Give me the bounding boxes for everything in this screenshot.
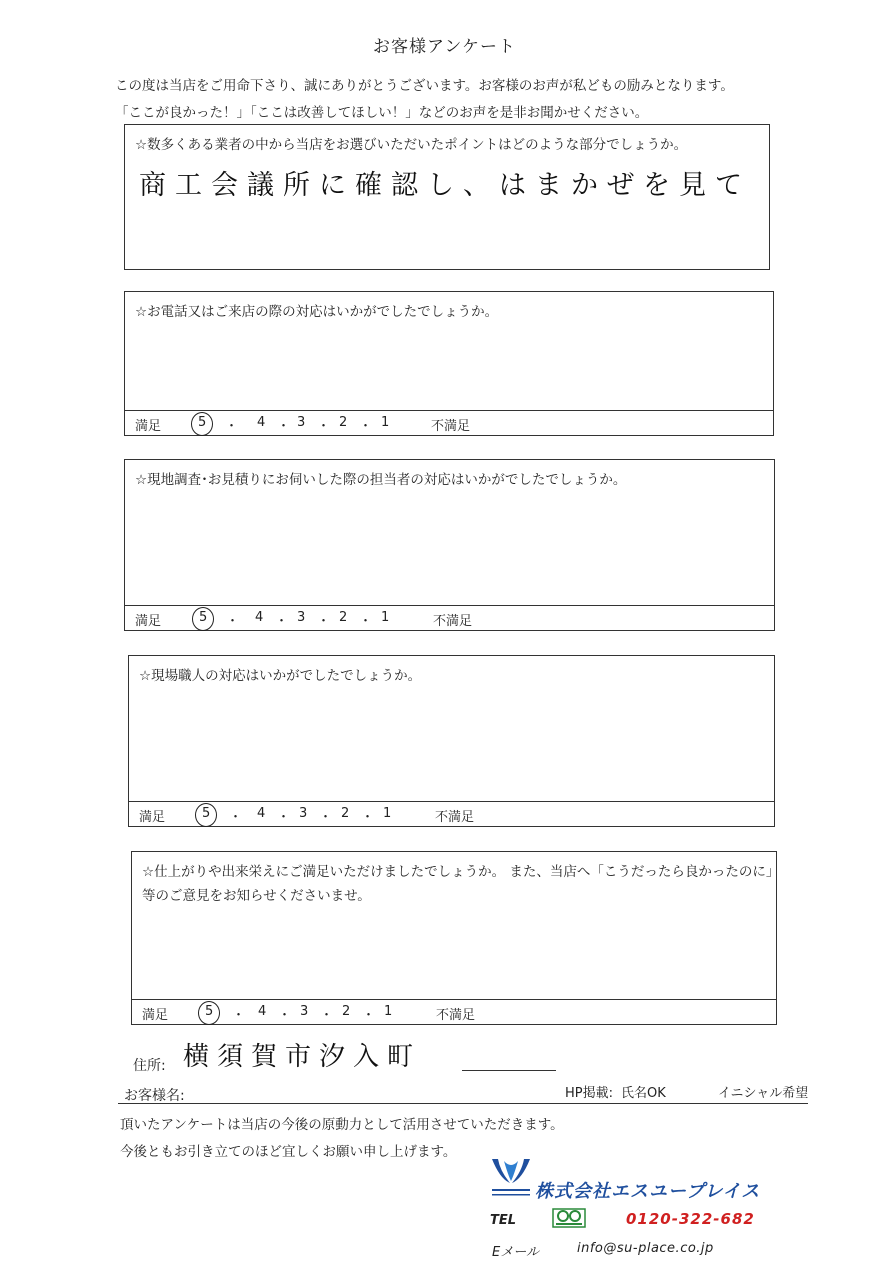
rating-5: 5 [198,415,207,430]
closing-line-1: 頂いたアンケートは当店の今後の原動力として活用させていただきます。 [120,1117,564,1133]
rating-5: 5 [202,806,211,821]
question-4-box [128,655,775,827]
customer-name-label: お客様名: [124,1088,185,1104]
rating-satisfied-label: 満足 [142,1008,169,1023]
rating-dot: ・ [359,614,373,629]
question-1-text: ☆数多くある業者の中から当店をお選びいただいたポイントはどのような部分でしょうか。 [135,137,688,153]
rating-2: 2 [339,415,348,430]
rating-3: 3 [300,1004,309,1019]
rating-dot: ・ [361,810,375,825]
rating-dot: ・ [278,1008,292,1023]
company-logo-icon [490,1157,532,1199]
rating-dot: ・ [226,614,240,629]
rating-unsatisfied-label: 不満足 [436,1008,476,1023]
rating-dot: ・ [319,810,333,825]
rating-3: 3 [297,415,306,430]
question-2-text: ☆お電話又はご来店の際の対応はいかがでしたでしょうか。 [135,304,499,320]
address-value: 横須賀市汐入町 [183,1042,422,1072]
customer-name-underline [118,1103,808,1104]
rating-row-4 [129,801,774,826]
question-3-text: ☆現地調査･お見積りにお伺いした際の担当者の対応はいかがでしたでしょうか。 [135,472,627,488]
question-4-text: ☆現場職人の対応はいかがでしたでしょうか。 [139,668,422,684]
rating-satisfied-label: 満足 [135,419,162,434]
address-underline [462,1070,556,1071]
rating-4: 4 [257,806,266,821]
hp-option-initial[interactable]: イニシャル希望 [718,1086,809,1101]
rating-4: 4 [258,1004,267,1019]
rating-unsatisfied-label: 不満足 [435,810,475,825]
rating-5: 5 [205,1004,214,1019]
rating-dot: ・ [320,1008,334,1023]
page-title: お客様アンケート [373,37,516,57]
email-label: Eメール [492,1245,539,1260]
tel-label: TEL [490,1213,517,1228]
question-5-text: ☆仕上がりや出来栄えにご満足いただけましたでしょうか。 また、当店へ「こうだったら良かったのに」 [142,864,780,880]
rating-dot: ・ [232,1008,246,1023]
rating-dot: ・ [225,419,239,434]
rating-3: 3 [297,610,306,625]
rating-dot: ・ [362,1008,376,1023]
question-5-box [131,851,780,1025]
rating-row-2 [125,410,773,435]
tel-number[interactable]: 0120-322-682 [626,1210,755,1228]
question-2-box [124,291,774,436]
rating-dot: ・ [277,419,291,434]
rating-2: 2 [339,610,348,625]
rating-satisfied-label: 満足 [139,810,166,825]
rating-dot: ・ [317,419,331,434]
rating-dot: ・ [275,614,289,629]
intro-line-2: 「ここが良かった！」「ここは改善してほしい！」などのお声を是非お聞かせください。 [115,105,649,121]
rating-3: 3 [299,806,308,821]
rating-satisfied-label: 満足 [135,614,162,629]
rating-2: 2 [341,806,350,821]
rating-dot: ・ [317,614,331,629]
rating-1: 1 [381,610,390,625]
rating-dot: ・ [229,810,243,825]
question-1-answer: 商工会議所に確認し、はまかぜを見て [139,170,751,201]
hp-label: HP掲載: [565,1086,613,1101]
intro-line-1: この度は当店をご用命下さり、誠にありがとうございます。お客様のお声が私どもの励みとなります。 [115,78,734,94]
rating-2: 2 [342,1004,351,1019]
hp-option-name-ok[interactable]: 氏名OK [621,1086,666,1101]
rating-1: 1 [383,806,392,821]
rating-dot: ・ [359,419,373,434]
rating-row-5 [132,999,776,1024]
question-1-box [124,124,770,270]
company-name: 株式会社エスユープレイス [535,1181,761,1202]
question-3-box [124,459,775,631]
question-5-text-line2: 等のご意見をお知らせくださいませ。 [142,888,371,904]
address-label: 住所: [133,1058,166,1074]
rating-dot: ・ [277,810,291,825]
rating-1: 1 [381,415,390,430]
rating-5: 5 [199,610,208,625]
rating-4: 4 [257,415,266,430]
rating-4: 4 [255,610,264,625]
rating-row-3 [125,605,774,630]
rating-1: 1 [384,1004,393,1019]
freedial-icon [552,1208,586,1228]
rating-unsatisfied-label: 不満足 [433,614,473,629]
email-address[interactable]: info@su-place.co.jp [577,1241,714,1256]
rating-unsatisfied-label: 不満足 [431,419,471,434]
closing-line-2: 今後ともお引き立てのほど宜しくお願い申し上げます。 [120,1144,457,1160]
